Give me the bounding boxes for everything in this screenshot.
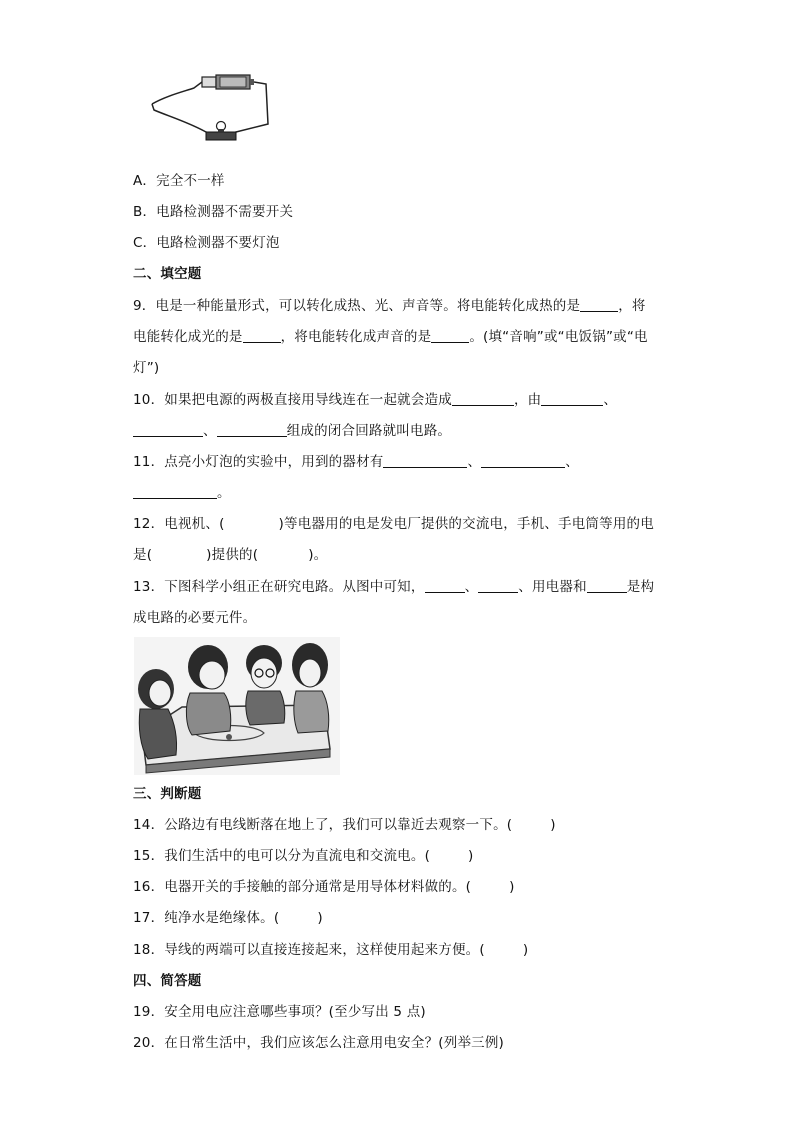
q12-text-5: )。 (308, 547, 328, 563)
question-15 (133, 846, 673, 866)
q13-text-3: 、用电器和 (518, 579, 587, 595)
question-13-line-2: 成电路的必要元件。 (133, 610, 257, 626)
question-18 (133, 940, 673, 960)
q10-text-3: 、 (603, 392, 618, 408)
question-13-line-1 (133, 577, 673, 597)
q9-blank-2[interactable] (243, 328, 281, 343)
q12-text-1: 12．电视机、( (133, 516, 225, 532)
q11-text-4: 。 (217, 485, 231, 501)
question-16 (133, 877, 673, 897)
q12-text-2: )等电器用的电是发电厂提供的交流电，手机、手电筒等用的电 (278, 516, 654, 532)
section-heading-judge: 三、判断题 (133, 786, 202, 802)
question-11-line-1 (133, 452, 673, 472)
q15-paren-close: ) (468, 848, 474, 864)
q9-text-3: 电能转化成光的是 (133, 329, 243, 345)
q13-blank-1[interactable] (425, 578, 465, 593)
question-14 (133, 815, 673, 835)
question-11-line-2 (133, 483, 673, 503)
q9-text-4: ，将电能转化成声音的是 (280, 329, 432, 345)
q9-text-1: 9．电是一种能量形式，可以转化成热、光、声音等。将电能转化成热的是 (133, 298, 581, 314)
question-20: 20．在日常生活中，我们应该怎么注意用电安全？(列举三例) (133, 1035, 505, 1051)
q10-text-5: 组成的闭合回路就叫电路。 (286, 423, 452, 439)
q10-text-2: ，由 (513, 392, 542, 408)
q11-text-1: 11．点亮小灯泡的实验中，用到的器材有 (133, 454, 384, 470)
question-9-line-1 (133, 296, 673, 316)
q13-blank-2[interactable] (478, 578, 518, 593)
q14-paren-close: ) (550, 817, 556, 833)
q16-text: 16．电器开关的手接触的部分通常是用导体材料做的。( (133, 879, 472, 895)
q12-text-4: )提供的( (206, 547, 259, 563)
q9-blank-3[interactable] (431, 328, 469, 343)
students-illustration (134, 637, 340, 775)
q10-blank-4[interactable] (217, 422, 287, 437)
q17-text: 17．纯净水是绝缘体。( (133, 910, 280, 926)
question-12-line-2 (133, 545, 673, 565)
q13-blank-3[interactable] (587, 578, 627, 593)
q13-text-2: 、 (464, 579, 479, 595)
q11-blank-1[interactable] (383, 453, 467, 468)
circuit-diagram (148, 66, 276, 152)
q18-paren-close: ) (522, 942, 529, 958)
option-a: A．完全不一样 (133, 173, 225, 189)
question-19: 19．安全用电应注意哪些事项？(至少写出 5 点) (133, 1004, 426, 1020)
q11-text-3: 、 (565, 454, 579, 470)
question-10-line-1 (133, 390, 673, 410)
q11-blank-2[interactable] (481, 453, 565, 468)
q12-text-3: 是( (133, 547, 153, 563)
q10-blank-2[interactable] (541, 391, 603, 406)
q9-text-5: 。(填“音响”或“电饭锅”或“电 (469, 329, 648, 345)
question-9-line-2 (133, 327, 673, 347)
q14-text: 14．公路边有电线断落在地上了，我们可以靠近去观察一下。( (133, 817, 513, 833)
section-heading-short: 四、简答题 (133, 973, 202, 989)
q17-paren-close: ) (317, 910, 323, 926)
question-17 (133, 908, 673, 928)
option-b: B．电路检测器不需要开关 (133, 204, 294, 220)
section-heading-fill: 二、填空题 (133, 266, 202, 282)
q10-text-1: 10．如果把电源的两极直接用导线连在一起就会造成 (133, 392, 452, 408)
q18-text: 18．导线的两端可以直接连接起来，这样使用起来方便。( (133, 942, 485, 958)
q13-text-4: 是构 (626, 579, 655, 595)
q10-blank-3[interactable] (133, 422, 203, 437)
q11-text-2: 、 (467, 454, 482, 470)
q13-text-1: 13．下图科学小组正在研究电路。从图中可知， (133, 579, 425, 595)
question-12-line-1 (133, 514, 673, 534)
question-9-line-3: 灯”) (133, 360, 160, 376)
q10-text-4: 、 (203, 423, 217, 439)
q9-blank-1[interactable] (580, 297, 618, 312)
q16-paren-close: ) (509, 879, 515, 895)
q10-blank-1[interactable] (452, 391, 514, 406)
q11-blank-3[interactable] (133, 484, 217, 499)
option-c: C．电路检测器不要灯泡 (133, 235, 280, 251)
q9-text-2: ，将 (618, 298, 646, 314)
q15-text: 15．我们生活中的电可以分为直流电和交流电。( (133, 848, 431, 864)
question-10-line-2 (133, 421, 673, 441)
